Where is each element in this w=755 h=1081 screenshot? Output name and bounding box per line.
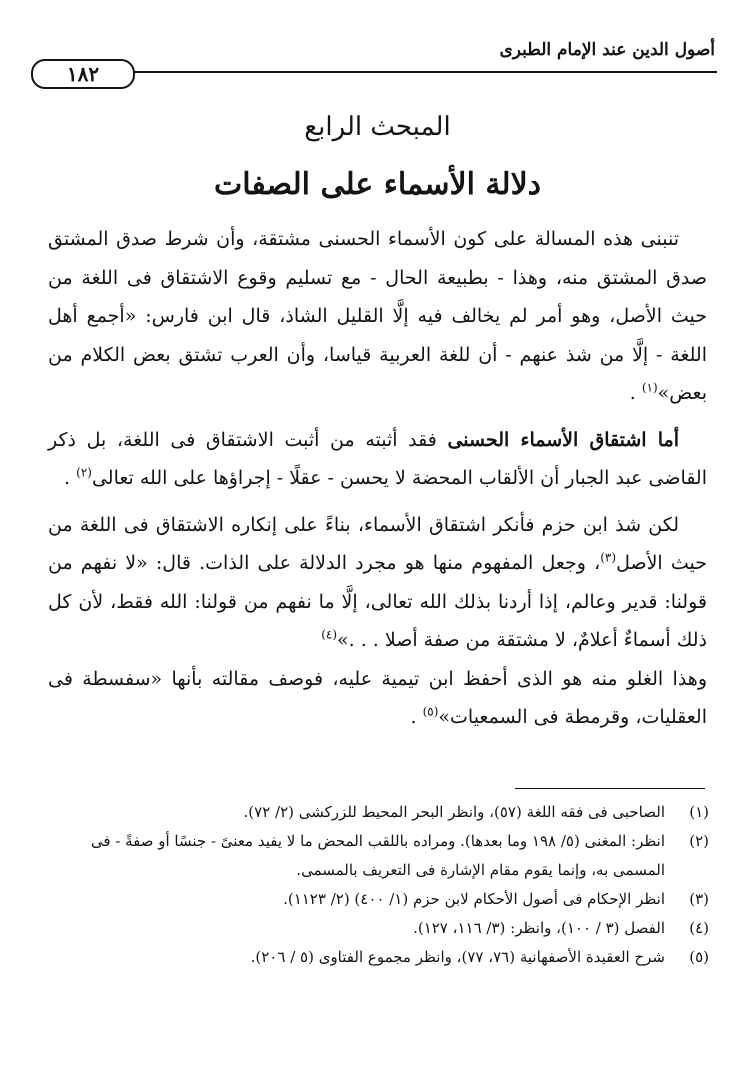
paragraph-3-text-a: لكن شذ ابن حزم فأنكر اشتقاق الأسماء، بناءً على إنكاره الاشتقاق فى اللغة من حيث الأصل [48, 513, 707, 574]
paragraph-3-text-b: ، وجعل المفهوم منها هو مجرد الدلالة على الذات. قال: «لا نفهم من قولنا: قدير وعالم، إذا أردنا بذلك الله تعالى، إلَّا ما نفهم من قولنا: الله فقط، لأن كل ذلك أسماءٌ أعلامٌ، لا مشتقة من صفة أصلا . . .» [48, 552, 707, 651]
footnote-number: (٣) [689, 890, 709, 908]
section-label: المبحث الرابع [304, 112, 451, 142]
footnote-text: انظر: المغنى (٥/ ١٩٨ وما بعدها). ومراده باللقب المحض ما لا يفيد معنىً - جنسًا أو صفةً - فى المسمى به، وإنما يقوم مقام الإشارة فى التعريف بالمسمى. [90, 832, 665, 879]
footnote-5 [52, 943, 709, 972]
paragraph-1 [48, 220, 707, 413]
footnote-4 [52, 914, 709, 943]
footnote-text: الصاحبى فى فقه اللغة (٥٧)، وانظر البحر المحيط للزركشى (٢/ ٧٢). [243, 803, 665, 821]
footnote-ref-1[interactable]: (١) [641, 380, 658, 395]
paragraph-4-end: . [410, 706, 423, 728]
paragraph-2-lead: أما اشتقاق الأسماء الحسنى [447, 428, 679, 451]
footnote-ref-2[interactable]: (٢) [76, 465, 92, 480]
paragraph-3 [48, 506, 707, 660]
footnote-number: (٥) [689, 948, 709, 966]
paragraph-1-end: . [629, 382, 642, 404]
footnote-ref-5[interactable]: (٥) [422, 704, 439, 719]
footnote-number: (٤) [689, 919, 709, 937]
footnote-number: (١) [689, 803, 709, 821]
footnote-ref-3[interactable]: (٣) [600, 550, 617, 565]
paragraph-4-text: وهذا الغلو منه هو الذى أحفظ ابن تيمية عليه، فوصف مقالته بأنها «سفسطة فى العقليات، وقرمطة فى السمعيات» [48, 667, 707, 728]
paragraph-2 [48, 421, 707, 498]
footnote-text: الفصل (٣ / ١٠٠)، وانظر: (٣/ ١١٦، ١٢٧). [413, 919, 665, 937]
footnote-3 [52, 885, 709, 914]
running-title: أصول الدين عند الإمام الطبرى [499, 40, 715, 60]
footnote-text: انظر الإحكام فى أصول الأحكام لابن حزم (١/ ٤٠٠) (٢/ ١١٢٣). [283, 890, 665, 908]
paragraph-4 [48, 660, 707, 737]
footnote-number: (٢) [689, 832, 709, 850]
header-rule [70, 71, 717, 73]
footnotes [52, 798, 709, 972]
body-text [48, 220, 707, 737]
paragraph-2-text: فقد أثبته من أثبت الاشتقاق فى اللغة، بل ذكر القاضى عبد الجبار أن الألقاب المحضة لا يحسن - عقلًا - إجراؤها على الله تعالى [48, 428, 707, 489]
section-title: دلالة الأسماء على الصفات [213, 167, 542, 202]
footnote-2 [52, 827, 709, 885]
footnote-separator [515, 788, 705, 789]
footnote-1 [52, 798, 709, 827]
paragraph-1-text: تنبنى هذه المسالة على كون الأسماء الحسنى مشتقة، وأن شرط صدق المشتق صدق المشتق منه، وهذا - بطبيعة الحال - مع تسليم وقوع الاشتقاق فى اللغة من حيث الأصل، وهو أمر لم يخالف فيه إلَّا القليل الشاذ، قال ابن فارس: «أجمع أهل اللغة - إلَّا من شذ عنهم - أن للغة العربية قياسا، وأن العرب تشتق بعض الكلام من بعض» [48, 228, 707, 404]
paragraph-2-end: . [64, 467, 77, 489]
footnote-ref-4[interactable]: (٤) [321, 627, 338, 642]
footnote-text: شرح العقيدة الأصفهانية (٧٦، ٧٧)، وانظر مجموع الفتاوى (٥ / ٢٠٦). [250, 948, 665, 966]
page-number: ١٨٢ [31, 59, 135, 89]
